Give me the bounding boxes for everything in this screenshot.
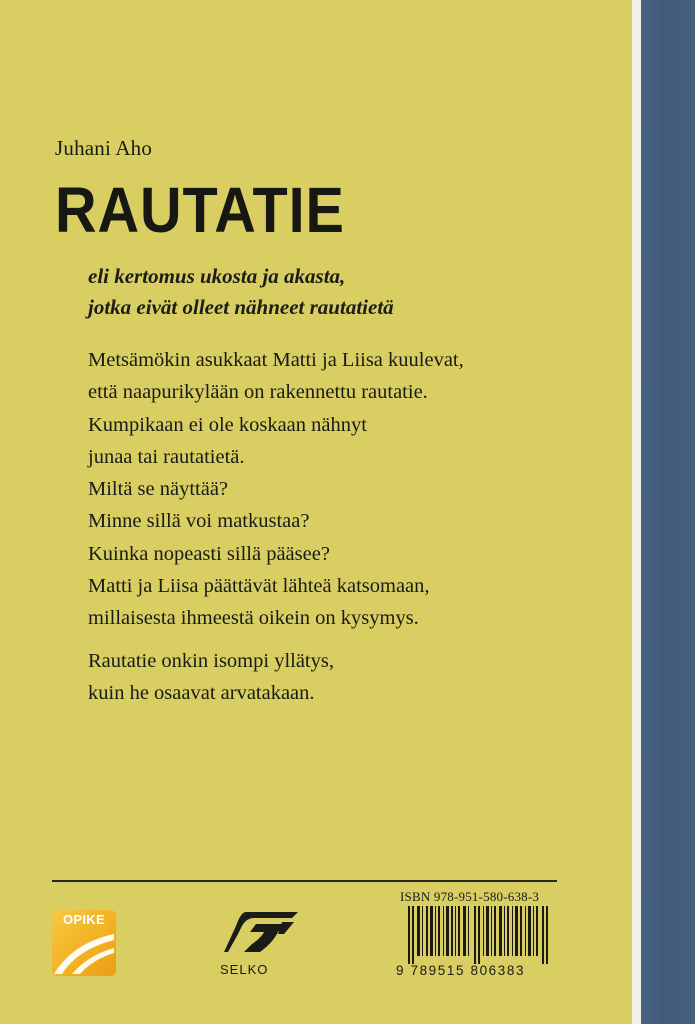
subtitle-line: jotka eivät olleet nähneet rautatietä xyxy=(88,295,394,319)
barcode xyxy=(396,906,556,986)
blurb-line: Kuinka nopeasti sillä pääsee? xyxy=(88,542,330,565)
blurb-line: millaisesta ihmeestä oikein on kysymys. xyxy=(88,607,419,630)
blurb-line: kuin he osaavat arvatakaan. xyxy=(88,682,315,705)
blurb-paragraph-2 xyxy=(88,645,334,710)
blurb-line: Miltä se näyttää? xyxy=(88,478,229,501)
isbn-text: ISBN 978-951-580-638-3 xyxy=(400,889,540,904)
footer-divider xyxy=(52,880,557,882)
selko-logo-icon xyxy=(224,912,298,960)
author-name: Juhani Aho xyxy=(55,136,153,160)
book-spine xyxy=(641,0,695,1024)
selko-logo-label: SELKO xyxy=(220,962,269,977)
opike-logo-label: OPIKE xyxy=(63,912,105,927)
blurb-line: että naapurikylään on rakennettu rautatie. xyxy=(88,381,428,404)
barcode-bars xyxy=(408,906,554,964)
blurb-line: junaa tai rautatietä. xyxy=(88,445,245,468)
blurb-line: Metsämökin asukkaat Matti ja Liisa kuulevat, xyxy=(88,349,464,371)
blurb-line: Matti ja Liisa päättävät lähteä katsomaan, xyxy=(88,575,430,598)
blurb-line: Rautatie onkin isompi yllätys, xyxy=(88,650,334,672)
barcode-digits: 9 789515 806383 xyxy=(396,963,526,978)
subtitle-line: eli kertomus ukosta ja akasta, xyxy=(88,264,346,288)
blurb-paragraph-1 xyxy=(88,344,464,635)
book-title: RAUTATIE xyxy=(55,174,345,246)
subtitle xyxy=(88,261,394,323)
opike-swoosh-icon xyxy=(52,910,116,976)
spine-edge xyxy=(632,0,641,1024)
blurb-line: Minne sillä voi matkustaa? xyxy=(88,510,310,533)
blurb-line: Kumpikaan ei ole koskaan nähnyt xyxy=(88,413,367,436)
opike-logo xyxy=(52,910,116,976)
